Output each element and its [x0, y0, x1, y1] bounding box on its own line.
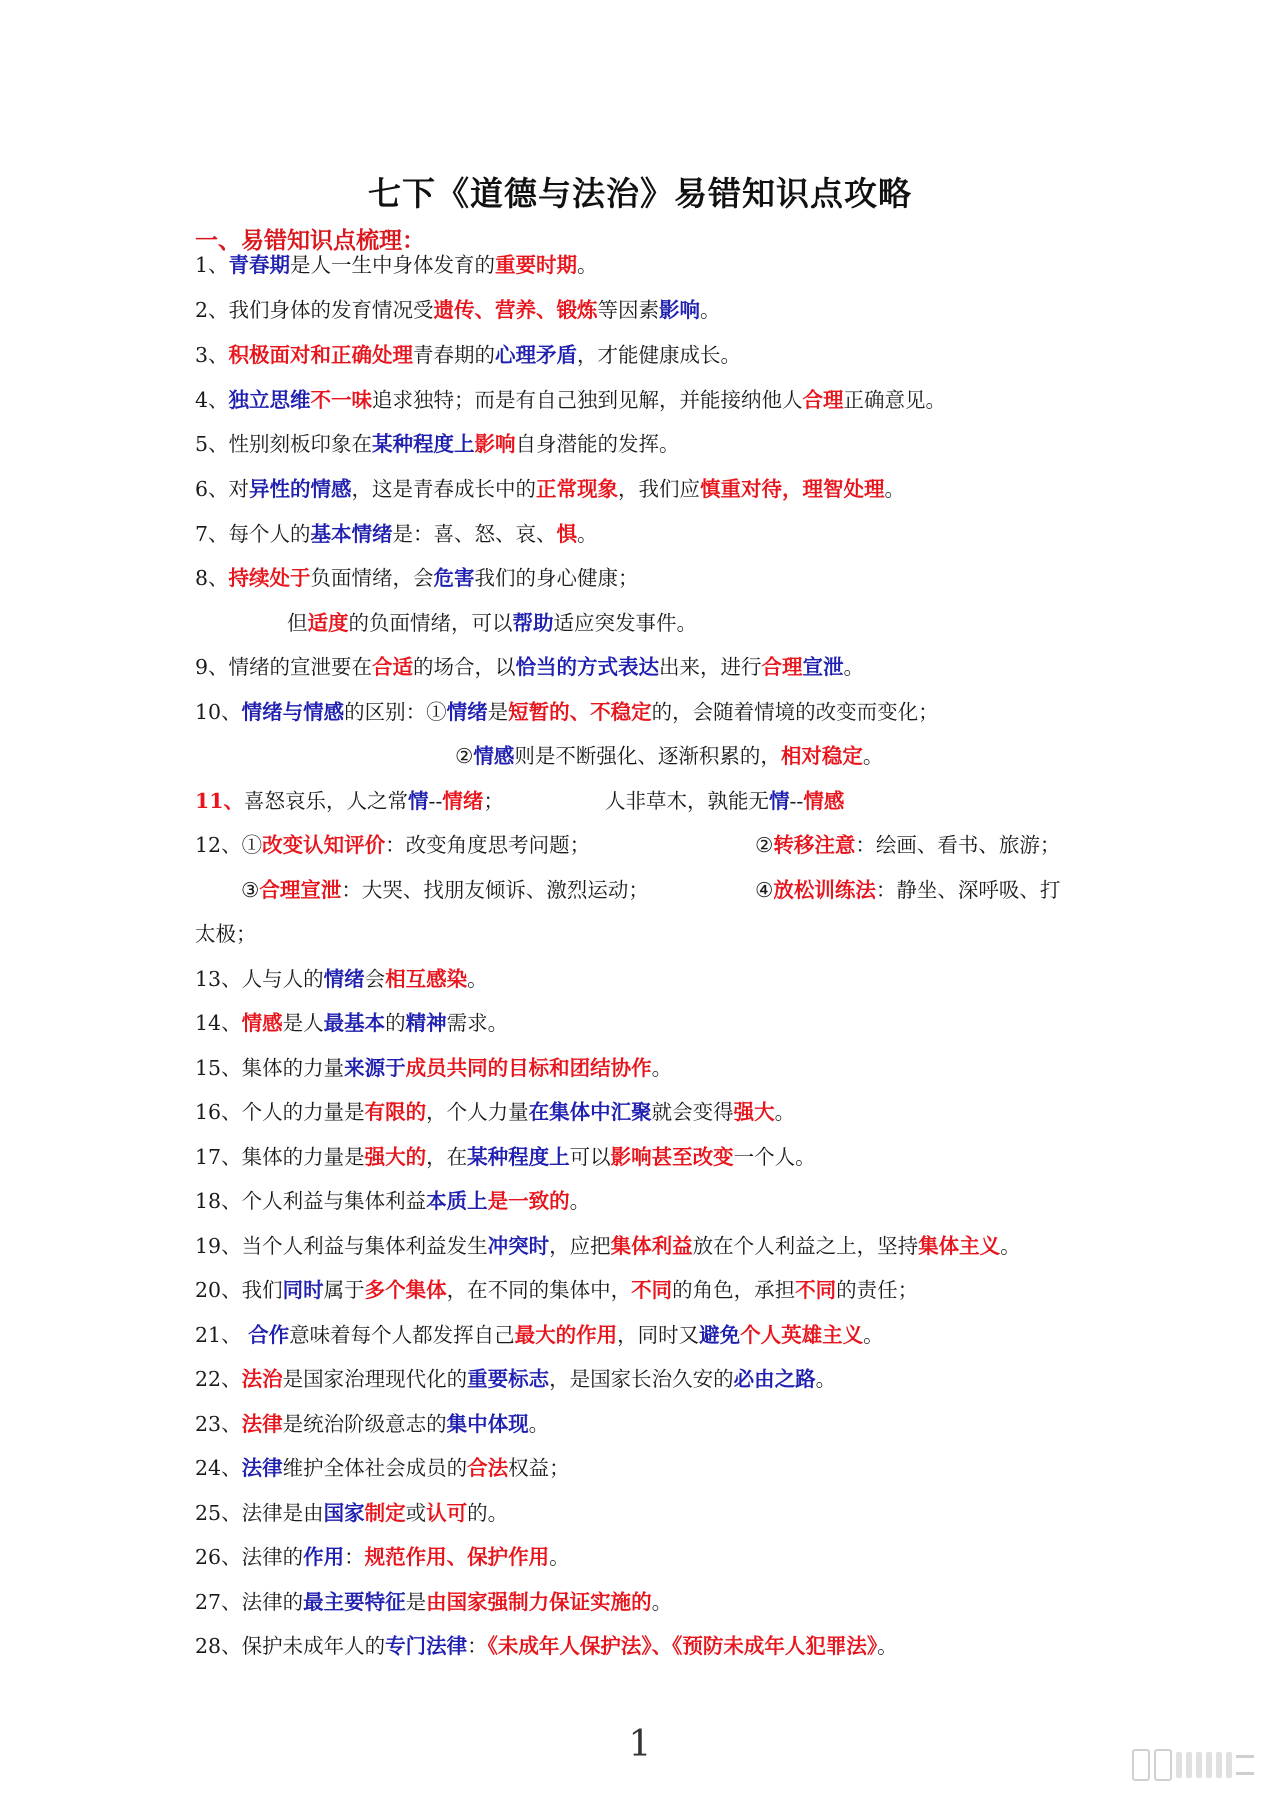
red-emphasis: 强大的 [364, 1145, 427, 1169]
red-emphasis: 积极面对和正确处理 [228, 343, 414, 367]
point-16 [195, 1097, 795, 1127]
point-14 [195, 1008, 508, 1038]
section-heading: 一、易错知识点梳理： [195, 227, 425, 254]
red-emphasis: 改变认知评价 [262, 833, 386, 857]
red-emphasis: 遗传、营养、锻炼 [433, 298, 598, 322]
point-11-right [605, 786, 844, 816]
point-20 [195, 1275, 918, 1305]
line-text: 。 [863, 1323, 884, 1347]
line-text: 我们的身心健康； [474, 566, 639, 590]
line-text: 是人 [282, 1011, 324, 1035]
line-text: 10、 [195, 700, 242, 724]
point-23 [195, 1409, 549, 1439]
point-4 [195, 385, 946, 415]
red-emphasis: 不同 [795, 1278, 837, 1302]
blue-emphasis: 冲突时 [487, 1234, 550, 1258]
point-9 [195, 652, 864, 682]
line-text: ，我们应 [618, 477, 701, 501]
line-text: 20、我们 [195, 1278, 283, 1302]
point-2 [195, 295, 721, 325]
line-text: 的，会随着情境的改变而变化； [651, 700, 939, 724]
line-text: 18、个人利益与集体利益 [195, 1189, 427, 1213]
line-text: 14、 [195, 1011, 242, 1035]
line-text: 17、集体的力量是 [195, 1145, 365, 1169]
line-text: 人非草木，孰能无 [605, 789, 769, 813]
blue-emphasis: 青春期 [228, 253, 291, 277]
point-8 [195, 563, 639, 593]
line-text: ② [755, 833, 774, 857]
line-text: -- [789, 789, 804, 813]
line-text: 意味着每个人都发挥自己 [289, 1323, 515, 1347]
red-emphasis: 法治 [241, 1367, 283, 1391]
line-text: 是 [487, 700, 509, 724]
red-emphasis: 慎重对待，理智处理 [700, 477, 885, 501]
blue-emphasis: 在集体中汇聚 [528, 1100, 652, 1124]
point-19 [195, 1231, 1021, 1261]
line-text: 的角色，承担 [672, 1278, 796, 1302]
red-emphasis: 合理 [761, 655, 803, 679]
point-15 [195, 1053, 672, 1083]
blue-emphasis: 同时 [282, 1278, 324, 1302]
blue-emphasis: 宣泄 [802, 655, 844, 679]
red-emphasis: 合适 [372, 655, 414, 679]
blue-emphasis: 帮助 [512, 611, 554, 635]
blue-emphasis: 情绪与情感 [241, 700, 345, 724]
line-text: 15、集体的力量 [195, 1056, 345, 1080]
blue-emphasis: 情感 [473, 744, 515, 768]
line-text: 。 [549, 1545, 570, 1569]
line-text: 则是不断强化、逐渐积累的， [514, 744, 781, 768]
line-text: 4、 [195, 388, 229, 412]
red-emphasis: 最大的作用 [514, 1323, 618, 1347]
line-text: 21、 [195, 1323, 249, 1347]
red-emphasis: 正常现象 [536, 477, 619, 501]
point-10-continued [455, 741, 883, 771]
line-text: 。 [815, 1367, 837, 1391]
line-text: 。 [843, 655, 865, 679]
red-emphasis: 集体主义 [918, 1234, 1001, 1258]
line-text: ③ [241, 878, 260, 902]
red-emphasis: 不同 [631, 1278, 673, 1302]
blue-emphasis: 精神 [405, 1011, 447, 1035]
watermark-logo [1132, 1749, 1254, 1781]
red-emphasis: 情感 [803, 789, 845, 813]
line-text: 24、 [195, 1456, 242, 1480]
line-text: 正确意见。 [843, 388, 947, 412]
red-emphasis: 相互感染 [385, 967, 468, 991]
blue-emphasis: 某种程度上 [467, 1145, 570, 1169]
red-emphasis: 多个集体 [364, 1278, 447, 1302]
line-text: 5、性别刻板印象在 [195, 432, 373, 456]
point-26 [195, 1542, 570, 1572]
red-emphasis: 11、 [195, 789, 245, 813]
blue-emphasis: 作用 [303, 1545, 345, 1569]
line-text: 16、个人的力量是 [195, 1100, 365, 1124]
line-text: 25、法律是由 [195, 1501, 324, 1525]
blue-emphasis: 基本情绪 [310, 522, 393, 546]
line-text: 13、人与人的 [195, 967, 324, 991]
red-emphasis: 影响 [474, 432, 516, 456]
point-7 [195, 519, 598, 549]
red-emphasis: 成员共同的目标和团结协作 [405, 1056, 652, 1080]
point-10 [195, 697, 939, 727]
red-emphasis: 合理宣泄 [259, 878, 342, 902]
point-12-d [755, 875, 1060, 905]
red-emphasis: 法律 [241, 1412, 283, 1436]
blue-emphasis: 最基本 [323, 1011, 386, 1035]
point-6 [195, 474, 905, 504]
red-emphasis: 是一致的 [487, 1189, 570, 1213]
line-text: 等因素 [597, 298, 660, 322]
red-emphasis: 重要时期 [495, 253, 578, 277]
line-text: 6、对 [195, 477, 250, 501]
line-text: 青春期的 [413, 343, 496, 367]
line-text: 一个人。 [733, 1145, 816, 1169]
line-text: ，应把 [549, 1234, 611, 1258]
page-title: 七下《道德与法治》易错知识点攻略 [368, 174, 912, 213]
blue-emphasis: 情 [408, 789, 429, 813]
line-text: 23、 [195, 1412, 242, 1436]
line-text: 27、法律的 [195, 1590, 304, 1614]
point-25 [195, 1498, 508, 1528]
point-24 [195, 1453, 570, 1483]
line-text: ，在不同的集体中， [446, 1278, 632, 1302]
line-text: 9、情绪的宣泄要在 [195, 655, 373, 679]
line-text: 。 [877, 1634, 898, 1658]
line-text: 会 [364, 967, 386, 991]
line-text: 需求。 [446, 1011, 509, 1035]
line-text: 。 [700, 298, 721, 322]
blue-emphasis: 异性的情感 [249, 477, 352, 501]
blue-emphasis: 情绪 [323, 967, 365, 991]
line-text: 。 [862, 744, 884, 768]
line-text: 是 [405, 1590, 427, 1614]
red-emphasis: 集体利益 [610, 1234, 693, 1258]
point-17 [195, 1142, 816, 1172]
line-text: -- [428, 789, 443, 813]
line-text: 的。 [467, 1501, 509, 1525]
line-text: 负面情绪，会 [310, 566, 434, 590]
red-emphasis: 个人英雄主义 [740, 1323, 864, 1347]
blue-emphasis: 情绪 [446, 700, 488, 724]
blue-emphasis: 合作 [248, 1323, 290, 1347]
line-text: 3、 [195, 343, 229, 367]
red-emphasis: 合理 [802, 388, 844, 412]
blue-emphasis: 心理矛盾 [495, 343, 578, 367]
line-text: 的 [385, 1011, 406, 1035]
blue-emphasis: 独立思维 [228, 388, 311, 412]
point-22 [195, 1364, 836, 1394]
line-text: 的负面情绪，可以 [348, 611, 513, 635]
red-emphasis: 《未成年人保护法》、《预防未成年人犯罪法》 [487, 1634, 878, 1658]
blue-emphasis: 法律 [241, 1456, 283, 1480]
line-text: ：大哭、找朋友倾诉、激烈运动； [341, 878, 649, 902]
line-text: 。 [528, 1412, 550, 1436]
line-text: 1、 [195, 253, 229, 277]
blue-emphasis: 危害 [433, 566, 475, 590]
red-emphasis: 持续处于 [228, 566, 311, 590]
line-text: 。 [467, 967, 488, 991]
line-text: ：绘画、看书、旅游； [855, 833, 1061, 857]
red-emphasis: 影响甚至改变 [610, 1145, 734, 1169]
line-text: 是国家治理现代化的 [282, 1367, 468, 1391]
blue-emphasis: 某种程度上 [372, 432, 475, 456]
point-28 [195, 1631, 898, 1661]
point-18 [195, 1186, 590, 1216]
line-text: 。 [1000, 1234, 1021, 1258]
line-text: 适应突发事件。 [553, 611, 697, 635]
point-13 [195, 964, 488, 994]
line-text: ； [483, 789, 504, 813]
red-emphasis: 惧 [556, 522, 578, 546]
blue-emphasis: 专门法律 [385, 1634, 468, 1658]
line-text: 。 [577, 253, 598, 277]
line-text: 维护全体社会成员的 [282, 1456, 468, 1480]
line-text: ： [344, 1545, 365, 1569]
blue-emphasis: 影响 [659, 298, 701, 322]
line-text: ，个人力量 [426, 1100, 529, 1124]
line-text: 是人一生中身体发育的 [290, 253, 496, 277]
point-5 [195, 429, 680, 459]
red-emphasis: 情感 [241, 1011, 283, 1035]
line-text: 22、 [195, 1367, 242, 1391]
line-text: 是：喜、怒、哀、 [392, 522, 557, 546]
line-text: 。 [651, 1056, 673, 1080]
red-emphasis: 有限的 [364, 1100, 427, 1124]
blue-emphasis: 国家 [323, 1501, 365, 1525]
line-text: ② [455, 744, 474, 768]
red-emphasis: 相对稳定 [780, 744, 863, 768]
point-12-continued [195, 919, 257, 949]
line-text: 就会变得 [651, 1100, 734, 1124]
line-text: 。 [569, 1189, 591, 1213]
line-text: ，在 [426, 1145, 468, 1169]
line-text: 。 [884, 477, 906, 501]
point-8-continued [287, 608, 697, 638]
red-emphasis: 强大 [733, 1100, 775, 1124]
point-12-a [195, 830, 590, 860]
blue-emphasis: 集中体现 [446, 1412, 529, 1436]
red-emphasis: 不一味 [310, 388, 373, 412]
red-emphasis: 情绪 [442, 789, 484, 813]
line-text: 。 [774, 1100, 796, 1124]
line-text: ：静坐、深呼吸、打 [875, 878, 1061, 902]
line-text: ：改变角度思考问题； [385, 833, 591, 857]
point-1 [195, 250, 598, 280]
line-text: 可以 [569, 1145, 611, 1169]
line-text: 放在个人利益之上，坚持 [692, 1234, 919, 1258]
line-text: 的区别：① [344, 700, 447, 724]
line-text: 26、法律的 [195, 1545, 304, 1569]
point-12-c [241, 875, 649, 905]
line-text: 喜怒哀乐，人之常 [244, 789, 409, 813]
line-text: 。 [651, 1590, 673, 1614]
blue-emphasis: 避免 [699, 1323, 741, 1347]
blue-emphasis: 重要标志 [467, 1367, 550, 1391]
line-text: 出来，进行 [659, 655, 762, 679]
blue-emphasis: 最主要特征 [303, 1590, 406, 1614]
page-number: 1 [628, 1724, 652, 1765]
red-emphasis: 适度 [307, 611, 349, 635]
red-emphasis: 放松训练法 [773, 878, 876, 902]
line-text: 12、① [195, 833, 263, 857]
line-text: 自身潜能的发挥。 [515, 432, 680, 456]
line-text: ，才能健康成长。 [577, 343, 742, 367]
red-emphasis: 转移注意 [773, 833, 856, 857]
line-text: 28、保护未成年人的 [195, 1634, 386, 1658]
line-text: 是统治阶级意志的 [282, 1412, 447, 1436]
point-27 [195, 1587, 672, 1617]
point-11-left [195, 786, 504, 816]
point-12-b [755, 830, 1060, 860]
red-emphasis: 合法 [467, 1456, 509, 1480]
line-text: 2、我们身体的发育情况受 [195, 298, 434, 322]
line-text: 或 [405, 1501, 427, 1525]
line-text: 的责任； [836, 1278, 919, 1302]
line-text: ，这是青春成长中的 [351, 477, 537, 501]
line-text: ： [467, 1634, 488, 1658]
point-21 [195, 1320, 884, 1350]
point-3 [195, 340, 741, 370]
blue-emphasis: 来源于 [344, 1056, 406, 1080]
red-emphasis: 制定 [364, 1501, 406, 1525]
red-emphasis: 规范作用、保护作用 [364, 1545, 550, 1569]
blue-emphasis: 必由之路 [733, 1367, 816, 1391]
line-text: ，是国家长治久安的 [549, 1367, 734, 1391]
line-text: 的场合，以 [413, 655, 516, 679]
line-text: 权益； [508, 1456, 570, 1480]
line-text: ④ [755, 878, 774, 902]
line-text: ，同时又 [617, 1323, 700, 1347]
line-text: 追求独特；而是有自己独到见解，并能接纳他人 [372, 388, 803, 412]
line-text: 。 [577, 522, 598, 546]
red-emphasis: 短暂的、不稳定 [508, 700, 652, 724]
line-text: 太极； [195, 922, 257, 946]
line-text: 7、每个人的 [195, 522, 311, 546]
blue-emphasis: 本质上 [426, 1189, 488, 1213]
line-text: 属于 [323, 1278, 365, 1302]
line-text: 但 [287, 611, 308, 635]
line-text: 8、 [195, 566, 229, 590]
line-text: 19、当个人利益与集体利益发生 [195, 1234, 488, 1258]
red-emphasis: 由国家强制力保证实施的 [426, 1590, 652, 1614]
blue-emphasis: 恰当的方式表达 [515, 655, 660, 679]
red-emphasis: 认可 [426, 1501, 468, 1525]
blue-emphasis: 情 [769, 789, 790, 813]
